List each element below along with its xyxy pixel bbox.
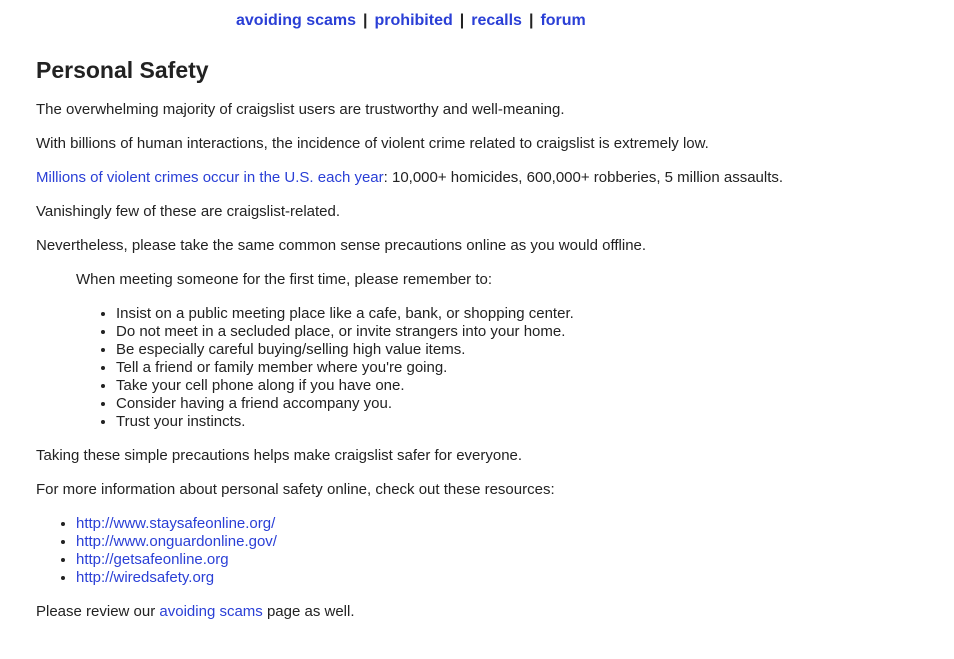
review-text-after: page as well. <box>262 603 355 620</box>
nav-link-avoiding-scams[interactable]: avoiding scams <box>236 12 357 29</box>
nav-link-prohibited[interactable]: prohibited <box>374 12 453 29</box>
list-item <box>76 533 936 551</box>
intro-paragraph: The overwhelming majority of craigslist users are trustworthy and well-meaning. <box>36 101 565 118</box>
simple-precautions-paragraph: Taking these simple precautions helps make craigslist safer for everyone. <box>36 447 523 464</box>
nav-link-forum[interactable]: forum <box>540 12 586 29</box>
resources-list <box>36 515 936 587</box>
list-item: • Trust your instincts. <box>116 413 936 431</box>
list-item: • Insist on a public meeting place like a cafe, bank, or shopping center. <box>116 305 936 323</box>
nav-separator: | <box>363 12 368 29</box>
meeting-intro: When meeting someone for the first time, please remember to: <box>76 271 493 288</box>
resource-link[interactable]: http://www.staysafeonline.org/ <box>76 515 276 532</box>
list-item: • Consider having a friend accompany you. <box>116 395 936 413</box>
resource-link[interactable]: http://getsafeonline.org <box>76 551 229 568</box>
list-item: • Be especially careful buying/selling high value items. <box>116 341 936 359</box>
top-navigation <box>236 12 586 30</box>
precautions-paragraph: Nevertheless, please take the same common sense precautions online as you would offline. <box>36 237 647 254</box>
avoiding-scams-link[interactable]: avoiding scams <box>159 603 263 620</box>
list-item <box>76 515 936 533</box>
page-title: Personal Safety <box>36 57 209 83</box>
resource-link[interactable]: http://wiredsafety.org <box>76 569 215 586</box>
list-item: • Do not meet in a secluded place, or invite strangers into your home. <box>116 323 936 341</box>
nav-separator: | <box>528 12 534 29</box>
crime-stats-text: : 10,000+ homicides, 600,000+ robberies, 5 million assaults. <box>383 169 784 186</box>
interactions-paragraph: With billions of human interactions, the incidence of violent crime related to craigslist is extremely low. <box>36 135 709 152</box>
crime-stats-paragraph <box>36 169 936 187</box>
nav-separator: | <box>459 12 465 29</box>
violent-crimes-link[interactable]: Millions of violent crimes occur in the U.S. each year <box>36 169 384 186</box>
list-item <box>76 569 936 587</box>
list-item: • Tell a friend or family member where you're going. <box>116 359 936 377</box>
list-item <box>76 551 936 569</box>
safety-tips-list <box>36 305 936 431</box>
list-item: • Take your cell phone along if you have one. <box>116 377 936 395</box>
resources-intro-paragraph: For more information about personal safety online, check out these resources: <box>36 481 555 498</box>
main-content <box>36 56 936 637</box>
resource-link[interactable]: http://www.onguardonline.gov/ <box>76 533 277 550</box>
review-text-before: Please review our <box>36 603 160 620</box>
nav-link-recalls[interactable]: recalls <box>471 12 522 29</box>
review-scams-paragraph <box>36 603 936 621</box>
craigslist-related-paragraph: Vanishingly few of these are craigslist-related. <box>36 203 341 220</box>
